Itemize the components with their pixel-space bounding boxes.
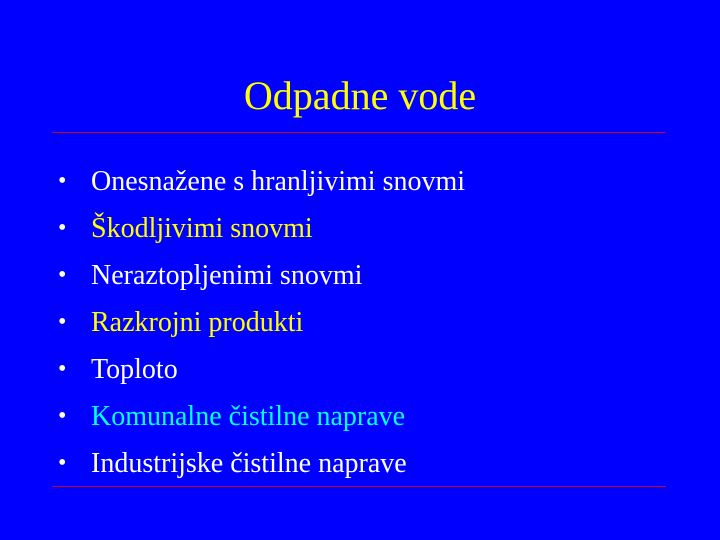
list-item	[52, 393, 672, 440]
bullet-text: Toploto	[91, 354, 178, 385]
list-item	[52, 252, 672, 299]
top-divider	[52, 132, 666, 133]
list-item	[52, 299, 672, 346]
bullet-icon: •	[58, 168, 67, 194]
bullet-text: Industrijske čistilne naprave	[91, 448, 407, 479]
bullet-text: Onesnažene s hranljivimi snovmi	[91, 166, 466, 197]
bullet-list	[52, 158, 672, 487]
slide-title: Odpadne vode	[243, 73, 477, 118]
bullet-text: Škodljivimi snovmi	[91, 213, 313, 244]
bullet-icon: •	[58, 309, 67, 335]
bullet-icon: •	[58, 262, 67, 288]
bullet-icon: •	[58, 356, 67, 382]
bullet-text: Razkrojni produkti	[91, 307, 304, 338]
bottom-divider	[52, 486, 666, 487]
list-item	[52, 158, 672, 205]
list-item	[52, 440, 672, 487]
list-item	[52, 346, 672, 393]
bullet-icon: •	[58, 215, 67, 241]
bullet-text: Neraztopljenimi snovmi	[91, 260, 363, 291]
list-item	[52, 205, 672, 252]
bullet-text: Komunalne čistilne naprave	[91, 401, 406, 432]
bullet-icon: •	[58, 403, 67, 429]
bullet-icon: •	[58, 450, 67, 476]
